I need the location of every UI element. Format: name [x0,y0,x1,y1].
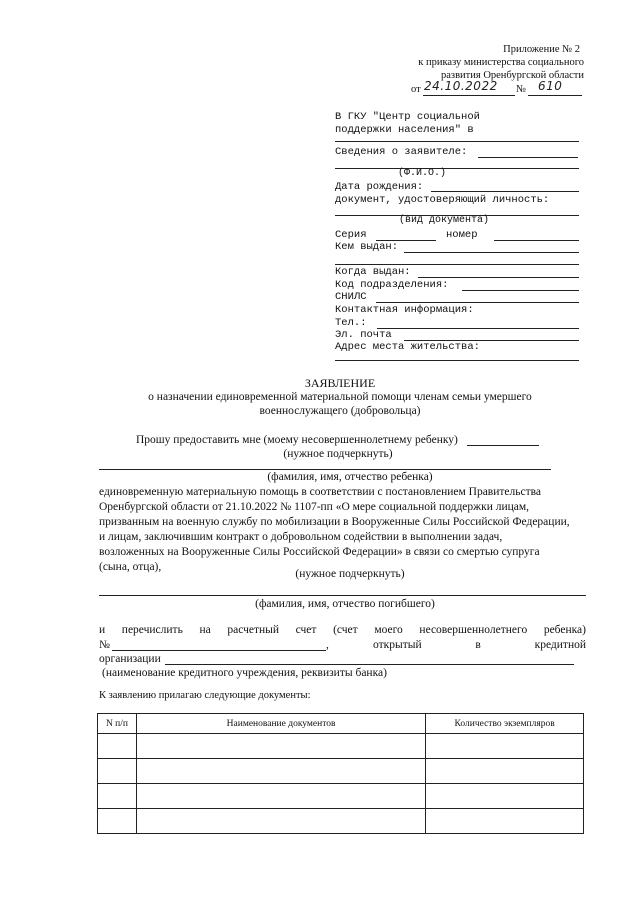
opened-in-text: открытый в кредитной [373,639,586,651]
account-number-blank [112,650,326,651]
appendix-number-sign: № [516,84,527,95]
issued-by-blank [404,252,579,253]
statement-subtitle-1: о назначении единовременной материальной помощи членам семьи умершего [148,391,532,403]
deceased-fio-blank [99,595,586,596]
appendix-line1: Приложение № 2 [503,44,580,55]
appendix-from: от [411,84,421,95]
snils-blank [376,302,579,303]
table-row [98,734,584,759]
bank-hint: (наименование кредитного учреждения, реквизиты банка) [102,667,387,679]
issued-when-blank [418,277,579,278]
organization-label: организации [99,653,161,665]
para-line: единовременную материальную помощь в соответствии с постановлением Правительства [99,486,542,498]
para-line: Оренбургской области от 21.10.2022 № 1107-пп «О мере социальной поддержки лицам, [99,501,530,513]
table-row [98,784,584,809]
doc-type-hint: (вид документа) [399,215,490,226]
issued-when-label: Когда выдан: [335,266,411,278]
organization-blank [165,664,574,665]
snils-label: СНИЛС [335,291,367,303]
address-label: Адрес места жительства: [335,341,480,353]
contact-label: Контактная информация: [335,304,474,316]
phone-label: Тел.: [335,317,367,329]
attached-documents-label: К заявлению прилагаю следующие документы: [99,690,311,701]
request-text: Прошу предоставить мне (моему несовершеннолетнему ребенку) [136,434,458,446]
addressee-line2: поддержки населения" в [335,124,474,136]
birth-blank [431,191,579,192]
passport-number-label: номер [446,229,478,241]
id-doc-label: документ, удостоверяющий личность: [335,194,550,206]
header-copies: Количество экземпляров [426,714,584,734]
para-line: возложенных на Вооруженные Силы Российской Федерации» в связи со смертью супруга [99,546,540,558]
para-line: (сына, отца), [99,561,162,573]
passport-number-blank [494,240,579,241]
addressee-blank [335,141,579,142]
header-number: N п/п [98,714,137,734]
date-underline [423,95,515,96]
statement-subtitle-2: военнослужащего (добровольца) [259,405,421,417]
underline-hint-1: (нужное подчеркнуть) [283,448,393,460]
appendix-line2: к приказу министерства социального [418,57,584,68]
address-blank [335,360,579,361]
main-paragraph [99,485,586,575]
phone-blank [377,328,579,329]
request-blank [467,445,539,446]
handwritten-number: 610 [538,79,563,93]
header-doc-name: Наименование документов [136,714,425,734]
para-line: призванным на военную службу по мобилизации в Вооруженные Силы Российской Федерации, [99,516,570,528]
fio-blank [335,168,579,169]
handwritten-date: 24.10.2022 [424,79,498,93]
table-row [98,809,584,834]
transfer-line: и перечислить на расчетный счет (счет моего несовершеннолетнего ребенка) [99,624,586,636]
underline-hint-2: (нужное подчеркнуть) [295,568,405,580]
statement-heading: ЗАЯВЛЕНИЕ [304,376,376,390]
issued-by-label: Кем выдан: [335,241,399,253]
account-number-sign: № [99,639,110,651]
deceased-fio-hint: (фамилия, имя, отчество погибшего) [255,598,435,610]
email-label: Эл. почта [335,329,392,341]
documents-table [97,713,584,834]
division-code-blank [462,290,579,291]
number-underline [528,95,582,96]
appendix-line3: развития Оренбургской области [441,70,584,81]
issued-by-blank2 [335,264,579,265]
division-code-label: Код подразделения: [335,279,449,291]
fio-hint: (Ф.И.О.) [398,168,447,179]
series-label: Серия [335,229,367,241]
applicant-blank [478,157,578,158]
addressee-line1: В ГКУ "Центр социальной [335,111,480,123]
table-row [98,759,584,784]
birth-label: Дата рождения: [335,181,424,193]
applicant-label: Сведения о заявителе: [335,146,468,158]
child-fio-hint: (фамилия, имя, отчество ребенка) [267,471,433,483]
para-line: и лицам, заключившим контракт о добровольном содействии в выполнении задач, [99,531,503,543]
table-header-row [98,714,584,734]
